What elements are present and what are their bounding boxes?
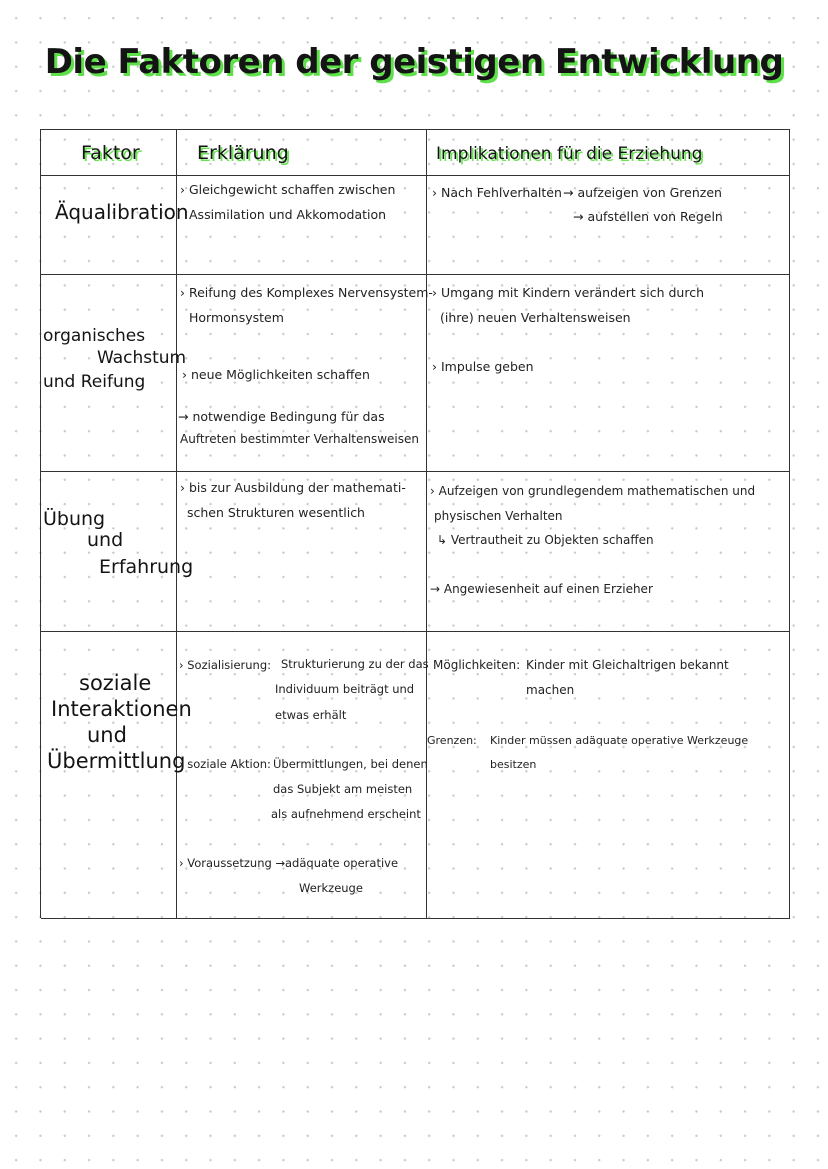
row4-erkl-line: adäquate operative — [285, 856, 399, 870]
row2-erkl-line: › Reifung des Komplexes Nervensystem- — [180, 285, 433, 300]
row3-factor-line: und — [87, 529, 124, 551]
row4-erkl-line: Übermittlungen, bei denen — [273, 757, 428, 771]
row4-erkl-line: Individuum beiträgt und — [275, 682, 415, 696]
row2-impl-line: › Umgang mit Kindern verändert sich durch — [432, 285, 704, 300]
row2-erkl-line: Auftreten bestimmter Verhaltensweisen — [180, 432, 419, 446]
row4-erkl-line: das Subjekt am meisten — [273, 782, 413, 796]
row4-impl-line: machen — [526, 683, 575, 697]
row2-impl-line: › Impulse geben — [432, 359, 534, 374]
row3-impl-line: › Aufzeigen von grundlegendem mathematischen und — [430, 484, 756, 498]
row2-factor-line: Wachstum — [97, 348, 187, 368]
row1-impl-line: → aufzeigen von Grenzen — [563, 185, 722, 200]
row2-erkl-line: → notwendige Bedingung für das — [178, 409, 385, 424]
row4-impl-label: Grenzen: — [427, 734, 477, 747]
row1-impl-line: → aufstellen von Regeln — [573, 209, 723, 224]
row3-impl-line: physischen Verhalten — [434, 509, 563, 523]
row4-erkl-label: › Sozialisierung: — [179, 658, 271, 672]
row1-impl-line: › Nach Fehlverhalten — [432, 185, 562, 200]
row4-erklaerung-cell — [177, 632, 427, 919]
row3-factor-line: Erfahrung — [99, 556, 194, 578]
row4-impl-line: Kinder müssen adäquate operative Werkzeuge — [490, 734, 749, 747]
row2-erkl-line: Hormonsystem — [189, 310, 284, 325]
row4-erkl-line: als aufnehmend erscheint — [271, 807, 421, 821]
row2-factor-line: und Reifung — [43, 372, 146, 392]
page-title: Die Faktoren der geistigen Entwicklung — [44, 42, 784, 82]
row4-factor-line: soziale — [79, 671, 152, 695]
row4-impl-line: Kinder mit Gleichaltrigen bekannt — [526, 658, 729, 672]
row3-erkl-line: › bis zur Ausbildung der mathemati- — [180, 480, 406, 495]
row4-erkl-line: etwas erhält — [275, 708, 347, 722]
row4-erkl-label: › Voraussetzung → — [179, 856, 286, 870]
row1-factor-cell — [41, 176, 177, 275]
factors-table — [40, 129, 790, 918]
row3-factor-line: Übung — [43, 508, 106, 530]
row4-erkl-line: Strukturierung zu der das — [281, 657, 429, 671]
row4-factor-line: Interaktionen — [51, 697, 192, 721]
row1-erkl-line: › Gleichgewicht schaffen zwischen — [180, 182, 396, 197]
row1-factor: Äqualibration — [55, 200, 189, 224]
row4-factor-line: Übermittlung — [47, 749, 186, 773]
header-implikationen: Implikationen für die Erziehung — [436, 144, 703, 164]
row4-factor-line: und — [87, 723, 127, 747]
row3-impl-line: → Angewiesenheit auf einen Erzieher — [430, 582, 653, 596]
row2-erkl-line: › neue Möglichkeiten schaffen — [182, 367, 370, 382]
row4-erkl-label: › soziale Aktion: — [179, 757, 271, 771]
row3-erklaerung-cell — [177, 472, 427, 632]
row3-factor-cell — [41, 472, 177, 632]
row1-erkl-line: Assimilation und Akkomodation — [189, 207, 387, 222]
row4-impl-line: besitzen — [490, 758, 537, 771]
row3-impl-line: ↳ Vertrautheit zu Objekten schaffen — [437, 533, 654, 547]
header-erklaerung: Erklärung — [197, 142, 289, 164]
row4-erkl-line: Werkzeuge — [299, 881, 363, 895]
header-faktor: Faktor — [81, 142, 140, 164]
row2-factor-line: organisches — [43, 326, 146, 346]
row3-erkl-line: schen Strukturen wesentlich — [187, 505, 365, 520]
row4-impl-label: Möglichkeiten: — [433, 658, 521, 672]
row2-impl-line: (ihre) neuen Verhaltensweisen — [440, 310, 631, 325]
row4-implikationen-cell — [427, 632, 790, 919]
